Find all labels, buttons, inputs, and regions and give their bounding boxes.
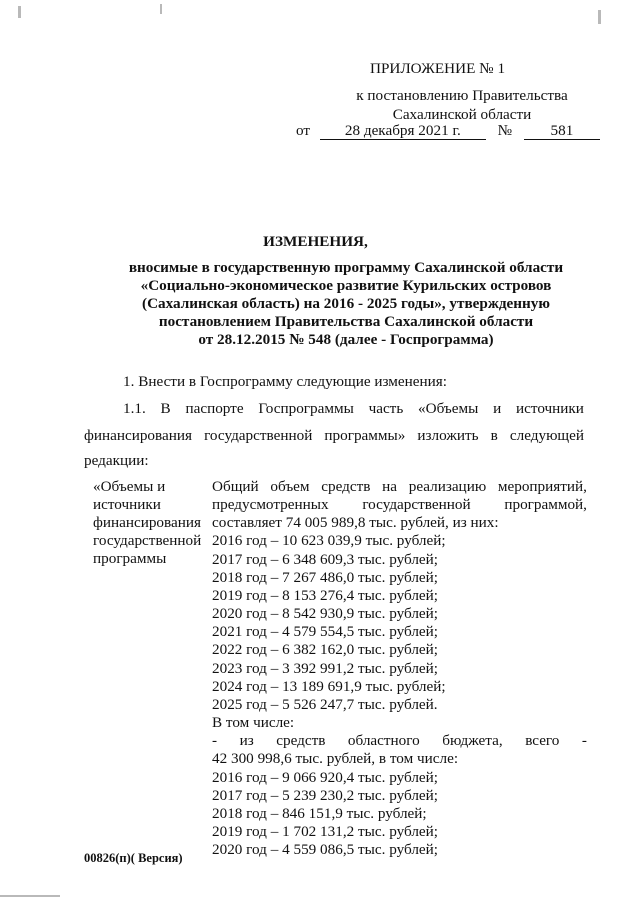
word: реализацию — [408, 478, 487, 495]
word: следующей — [509, 427, 584, 444]
year-line: 2018 год – 7 267 486,0 тыс. рублей; — [212, 568, 439, 586]
resolution-date-line — [296, 122, 600, 140]
word: всего — [525, 732, 560, 750]
document-code: 00826(п)( Версия) — [84, 851, 183, 865]
financing-value-cell — [212, 478, 587, 859]
document-subtitle — [96, 259, 596, 349]
word: паспорте — [185, 400, 244, 417]
resolution-reference — [290, 86, 590, 124]
word: из — [239, 732, 254, 750]
word: В — [160, 400, 171, 417]
document-title: ИЗМЕНЕНИЯ, — [263, 233, 368, 250]
scan-speck — [18, 6, 21, 18]
year-line: 2024 год – 13 189 691,9 тыс. рублей; — [212, 677, 446, 695]
word: часть — [368, 400, 404, 417]
year-line: 2021 год – 4 579 554,5 тыс. рублей; — [212, 623, 439, 641]
financing-label-line: финансирования — [93, 514, 201, 531]
subtitle-line: (Сахалинская область) на 2016 - 2025 годы», утвержденную — [142, 295, 550, 312]
financing-label-line: программы — [93, 550, 167, 567]
year-line: 2023 год – 3 392 991,2 тыс. рублей; — [212, 659, 439, 677]
word: - — [212, 732, 218, 750]
word: источники — [516, 400, 584, 417]
year-line: 2025 год – 5 526 247,7 тыс. рублей. — [212, 695, 438, 713]
word: и — [493, 400, 502, 417]
regional-year-line: 2017 год – 5 239 230,2 тыс. рублей; — [212, 786, 439, 804]
resolution-line-2: Сахалинской области — [392, 106, 532, 123]
year-line: 2020 год – 8 542 930,9 тыс. рублей; — [212, 605, 439, 623]
word: бюджета, — [442, 732, 503, 750]
subtitle-line: вносимые в государственную программу Сахалинской области — [128, 259, 564, 276]
word: на — [382, 478, 397, 495]
item-1-1-line-2 — [84, 427, 584, 445]
financing-label-line: источники — [93, 496, 161, 513]
word: мероприятий, — [497, 478, 587, 495]
scan-speck — [598, 10, 601, 24]
regional-total-line: 42 300 998,6 тыс. рублей, в том числе: — [212, 750, 459, 768]
regional-year-line: 2020 год – 4 559 086,5 тыс. рублей; — [212, 841, 439, 859]
word: областного — [347, 732, 420, 750]
financing-label-line: «Объемы и — [93, 478, 166, 495]
word: «Объемы — [418, 400, 479, 417]
year-line: 2022 год – 6 382 162,0 тыс. рублей; — [212, 641, 439, 659]
word: изложить — [417, 427, 479, 444]
year-line: 2017 год – 6 348 609,3 тыс. рублей; — [212, 550, 439, 568]
regional-budget-line — [212, 732, 587, 750]
intro-line-1 — [212, 478, 587, 496]
scan-speck — [160, 4, 162, 14]
financing-label-cell — [93, 478, 211, 568]
word: программы» — [324, 427, 406, 444]
word: программой, — [504, 496, 587, 514]
intro-line-3: составляет 74 005 989,8 тыс. рублей, из них: — [212, 514, 499, 532]
word: государственной — [362, 496, 471, 514]
number-label: № — [497, 122, 513, 139]
word: объем — [270, 478, 310, 495]
resolution-date: 28 декабря 2021 г. — [320, 122, 486, 140]
financing-label-line: государственной — [93, 532, 202, 549]
word: предусмотренных — [212, 496, 329, 514]
word: Госпрограммы — [258, 400, 354, 417]
word: средств — [321, 478, 371, 495]
year-line: 2016 год – 10 623 039,9 тыс. рублей; — [212, 532, 446, 550]
regional-year-line: 2018 год – 846 151,9 тыс. рублей; — [212, 804, 427, 822]
word: государственной — [204, 427, 313, 444]
item-1-1-line-3: редакции: — [84, 452, 149, 469]
resolution-line-1: к постановлению Правительства — [356, 87, 568, 104]
appendix-title: ПРИЛОЖЕНИЕ № 1 — [370, 60, 506, 77]
item-1-1-line-1 — [123, 400, 584, 418]
subtitle-line: постановлением Правительства Сахалинской области — [158, 313, 534, 330]
subtitle-line: от 28.12.2015 № 548 (далее - Госпрограмма) — [198, 331, 494, 348]
subtitle-line: «Социально-экономическое развитие Курильских островов — [140, 277, 552, 294]
word: средств — [276, 732, 326, 750]
intro-line-2 — [212, 496, 587, 514]
regional-year-line: 2019 год – 1 702 131,2 тыс. рублей; — [212, 822, 439, 840]
word: 1.1. — [123, 400, 146, 417]
regional-year-line: 2016 год – 9 066 920,4 тыс. рублей; — [212, 768, 439, 786]
scan-speck — [0, 895, 60, 897]
year-line: 2019 год – 8 153 276,4 тыс. рублей; — [212, 586, 439, 604]
including-line: В том числе: — [212, 714, 295, 732]
word: Общий — [212, 478, 259, 495]
appendix-header — [370, 60, 505, 78]
from-label: от — [296, 122, 311, 139]
item-1: 1. Внести в Госпрограмму следующие изменения: — [123, 373, 447, 390]
word: в — [490, 427, 498, 444]
resolution-number: 581 — [524, 122, 600, 140]
word: - — [581, 732, 587, 750]
word: финансирования — [84, 427, 192, 444]
